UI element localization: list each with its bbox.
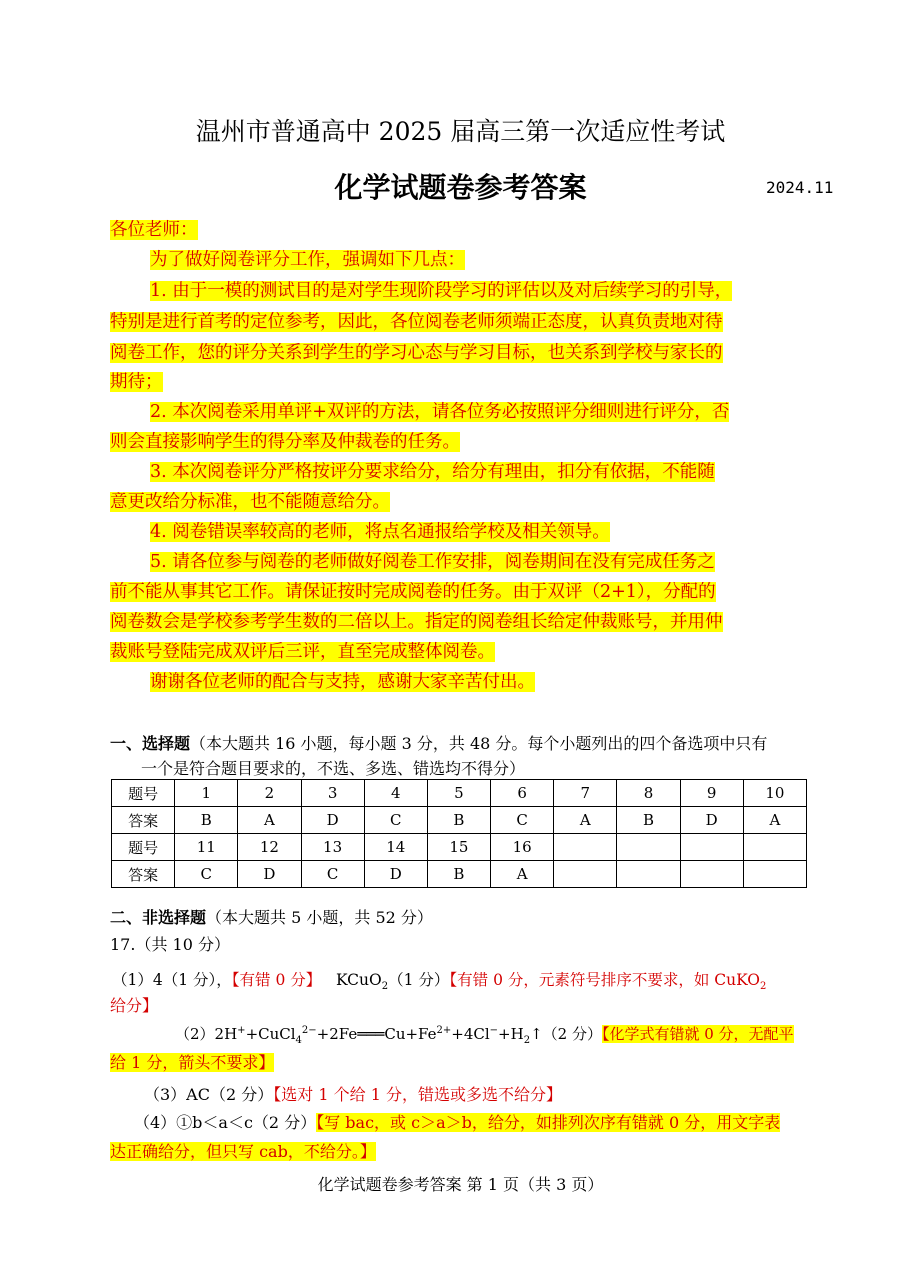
answer-key-title: 化学试题卷参考答案: [334, 171, 587, 204]
table-cell: 1: [175, 780, 238, 807]
notice-line: 5. 请各位参与阅卷的老师做好阅卷工作安排，阅卷期间在没有完成任务之: [150, 552, 715, 572]
table-cell: 4: [364, 780, 427, 807]
table-cell: C: [491, 807, 554, 834]
notice-line: 前不能从事其它工作。请保证按时完成阅卷的任务。由于双评（2+1），分配的: [110, 582, 716, 602]
notice-line: 意更改给分标准，也不能随意给分。: [110, 492, 390, 512]
table-cell: D: [238, 861, 301, 888]
section1-desc-cont: 一个是符合题目要求的，不选、多选、错选均不得分）: [141, 759, 526, 778]
table-cell: B: [427, 861, 490, 888]
table-cell: A: [491, 861, 554, 888]
notice-line: 特别是进行首考的定位参考，因此，各位阅卷老师须端正态度，认真负责地对待: [110, 312, 723, 332]
section1-header: [110, 731, 767, 754]
table-row: [112, 861, 807, 888]
notice-intro: 为了做好阅卷评分工作，强调如下几点：: [150, 250, 465, 270]
table-cell: C: [364, 807, 427, 834]
table-cell: 题号: [112, 834, 175, 861]
answer-table: [111, 779, 807, 888]
table-cell: 3: [301, 780, 364, 807]
table-cell: 2: [238, 780, 301, 807]
table-cell: 5: [427, 780, 490, 807]
table-cell: [554, 861, 617, 888]
notice-line: 裁账号登陆完成双评后三评，直至完成整体阅卷。: [110, 642, 495, 662]
table-cell: 答案: [112, 807, 175, 834]
notice-line: 4. 阅卷错误率较高的老师，将点名通报给学校及相关领导。: [150, 522, 610, 542]
table-cell: A: [554, 807, 617, 834]
notice-line: 阅卷数会是学校参考学生数的二倍以上。指定的阅卷组长给定仲裁账号，并用仲: [110, 612, 723, 632]
table-cell: [680, 834, 743, 861]
table-cell: 10: [743, 780, 806, 807]
table-cell: [617, 834, 680, 861]
table-cell: D: [680, 807, 743, 834]
answer-17-2-cont: 给 1 分，箭头不要求】: [110, 1053, 275, 1072]
notice-line: 则会直接影响学生的得分率及仲裁卷的任务。: [110, 432, 460, 452]
table-cell: 6: [491, 780, 554, 807]
notice-line: 2. 本次阅卷采用单评+双评的方法，请各位务必按照评分细则进行评分，否: [150, 402, 730, 422]
exam-title: 温州市普通高中 2025 届高三第一次适应性考试: [195, 117, 726, 146]
section2-header: [110, 905, 433, 928]
table-cell: 答案: [112, 861, 175, 888]
table-cell: B: [175, 807, 238, 834]
table-cell: C: [301, 861, 364, 888]
table-cell: [680, 861, 743, 888]
table-row: [112, 807, 807, 834]
table-cell: 13: [301, 834, 364, 861]
table-row: [112, 834, 807, 861]
section2-desc: （本大题共 5 小题，共 52 分）: [206, 908, 433, 927]
answer-17-4-cont: 达正确给分，但只写 cab，不给分。】: [110, 1142, 376, 1161]
notice-line: 1. 由于一模的测试目的是对学生现阶段学习的评估以及对后续学习的引导，: [150, 281, 733, 301]
page-footer: 化学试题卷参考答案 第 1 页（共 3 页）: [317, 1175, 604, 1194]
answer-17-1: （1）4（1 分），【有错 0 分】 KCuO$_2$（1 分）【有错 0 分，元素符号排序不要求，如 CuKO$_2$: [112, 971, 767, 993]
table-row: [112, 780, 807, 807]
answer-17-1-cont: 给分】: [110, 996, 159, 1015]
table-cell: A: [238, 807, 301, 834]
question-17-header: 17.（共 10 分）: [110, 935, 230, 954]
section1-heading: 一、选择题: [110, 734, 191, 753]
table-cell: A: [743, 807, 806, 834]
section2-heading: 二、非选择题: [110, 908, 207, 927]
notice-line: 3. 本次阅卷评分严格按评分要求给分，给分有理由，扣分有依据，不能随: [150, 462, 715, 482]
table-cell: B: [617, 807, 680, 834]
notice-greeting: 各位老师：: [110, 220, 198, 240]
notice-thanks: 谢谢各位老师的配合与支持，感谢大家辛苦付出。: [150, 672, 535, 692]
notice-line: 期待；: [110, 372, 163, 392]
answer-17-4: （4）①b＜a＜c（2 分）【写 bac，或 c＞a＞b，给分，如排列次序有错就 0 分，用文字表: [134, 1113, 781, 1132]
answer-17-2: $(2)2H^++CuCl_4^{2-}+2Fe═══Cu+Fe^{2+}+4Cl^-+H_2↑(2$ 分）【化学式有错就 0 分，无配平: [175, 1025, 794, 1046]
table-cell: D: [364, 861, 427, 888]
table-cell: 7: [554, 780, 617, 807]
table-cell: D: [301, 807, 364, 834]
notice-line: 阅卷工作，您的评分关系到学生的学习心态与学习目标，也关系到学校与家长的: [110, 343, 723, 363]
table-cell: C: [175, 861, 238, 888]
table-cell: [743, 834, 806, 861]
table-cell: 11: [175, 834, 238, 861]
table-cell: 14: [364, 834, 427, 861]
table-cell: 9: [680, 780, 743, 807]
table-cell: 12: [238, 834, 301, 861]
table-cell: 8: [617, 780, 680, 807]
section1-desc: （本大题共 16 小题，每小题 3 分，共 48 分。每个小题列出的四个备选项中只有: [190, 734, 768, 753]
table-cell: 题号: [112, 780, 175, 807]
table-cell: B: [427, 807, 490, 834]
exam-date: 2024.11: [766, 178, 834, 197]
table-cell: [743, 861, 806, 888]
table-cell: [617, 861, 680, 888]
answer-17-3: （3）AC（2 分）【选对 1 个给 1 分，错选或多选不给分】: [144, 1085, 562, 1104]
table-cell: 15: [427, 834, 490, 861]
table-cell: 16: [491, 834, 554, 861]
table-cell: [554, 834, 617, 861]
